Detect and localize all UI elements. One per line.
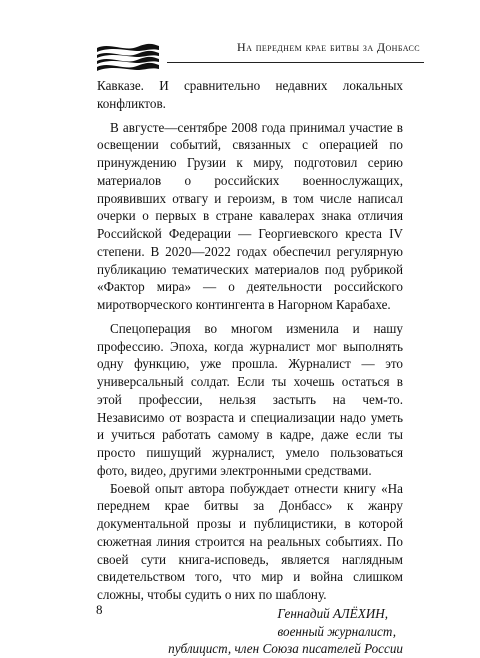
st-george-ribbon-icon: [95, 42, 161, 72]
signature: [97, 605, 403, 658]
header-rule: [167, 62, 424, 63]
paragraph: Кавказе. И сравнительно недавних локальных конфликтов.: [97, 78, 403, 111]
signature-name: Геннадий АЛЁХИН,: [277, 605, 388, 621]
signature-role: публицист, член Союза писателей России: [168, 641, 403, 657]
signature-role: военный журналист,: [277, 623, 396, 639]
main-text: [97, 77, 403, 658]
page-number: 8: [96, 602, 103, 617]
paragraph: Спецоперация во многом изменила и нашу профессию. Эпоха, когда журналист мог выполнять одну функцию, уже прошла. Журналист — это универсальный солдат. Если ты хочешь остаться в этой профессии, нельзя застыть на чем-то. Независимо от возраста и специализации надо уметь и учиться работать самому в кадре, даже если ты просто пишущий журналист, умело пользоваться фото, видео, другими электронными средствами.: [97, 320, 403, 478]
running-header-title: На переднем крае битвы за Донбасс: [237, 40, 420, 54]
paragraph: В августе—сентябре 2008 года принимал участие в освещении событий, связанных с операцией по принуждению Грузии к миру, подготовил серию материалов о российских военнослужащих, проявивших отвагу и героизм, в том числе написал очерки о первых в стране кавалерах знака отличия Российской Федерации — Георгиевского креста IV степени. В 2020—2022 годах обеспечил регулярную публикацию тематических материалов под рубрикой «Фактор мира» — о деятельности российского миротворческого контингента в Нагорном Карабахе.: [97, 119, 403, 312]
paragraph: Боевой опыт автора побуждает отнести книгу «На переднем крае битвы за Донбасс» к жанру документальной прозы и публицистики, в которой сюжетная линия строится на реальных событиях. По своей сути книга-исповедь, является наглядным свидетельством того, что мир и война слишком сложны, чтобы судить о них по шаблону.: [97, 480, 403, 602]
